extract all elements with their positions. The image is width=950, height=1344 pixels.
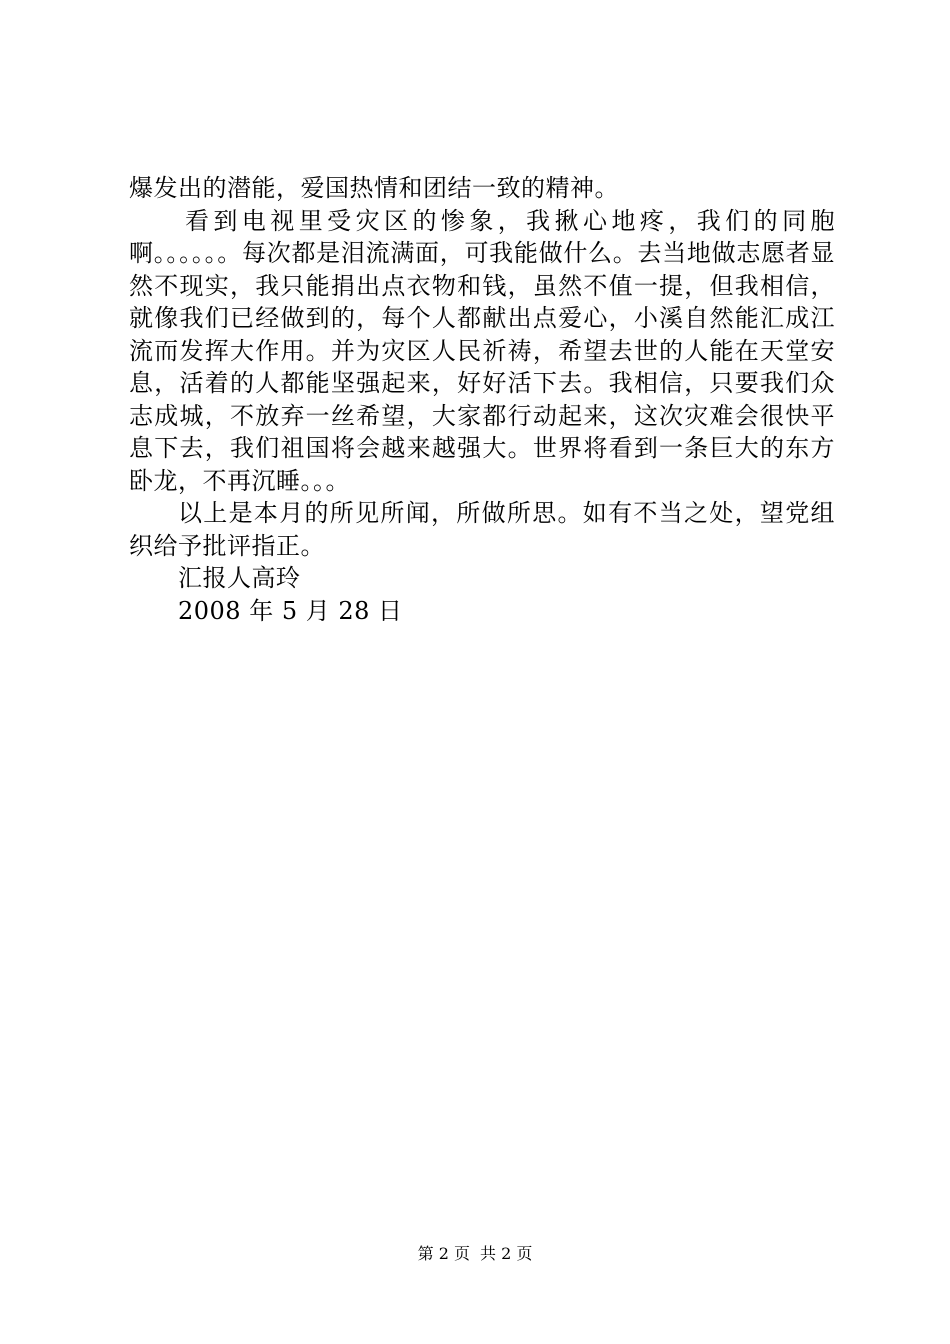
paragraph-closing: 以上是本月的所见所闻，所做所思。如有不当之处，望党组织给予批评指正。 (129, 499, 835, 560)
page-total: 共 2 页 (480, 1244, 533, 1263)
signature-line: 汇报人高玲 (178, 564, 301, 592)
page-footer (0, 1244, 950, 1264)
paragraph-continuation: 爆发出的潜能，爱国热情和团结一致的精神。 (129, 174, 619, 202)
page-number: 第 2 页 (417, 1244, 470, 1263)
document-body (129, 172, 835, 627)
date-line: 2008 年 5 月 28 日 (178, 596, 403, 625)
paragraph-disaster-reflection: 看到电视里受灾区的惨象，我揪心地疼，我们的同胞啊。。。。。。每次都是泪流满面，可我能做什么。去当地做志愿者显然不现实，我只能捐出点衣物和钱，虽然不值一提，但我相信，就像我们已经做到的，每个人都献出点爱心，小溪自然能汇成江流而发挥大作用。并为灾区人民祈祷，希望去世的人能在天堂安息，活着的人都能坚强起来，好好活下去。我相信，只要我们众志成城，不放弃一丝希望，大家都行动起来，这次灾难会很快平息下去，我们祖国将会越来越强大。世界将看到一条巨大的东方卧龙，不再沉睡。。。 (129, 206, 835, 495)
